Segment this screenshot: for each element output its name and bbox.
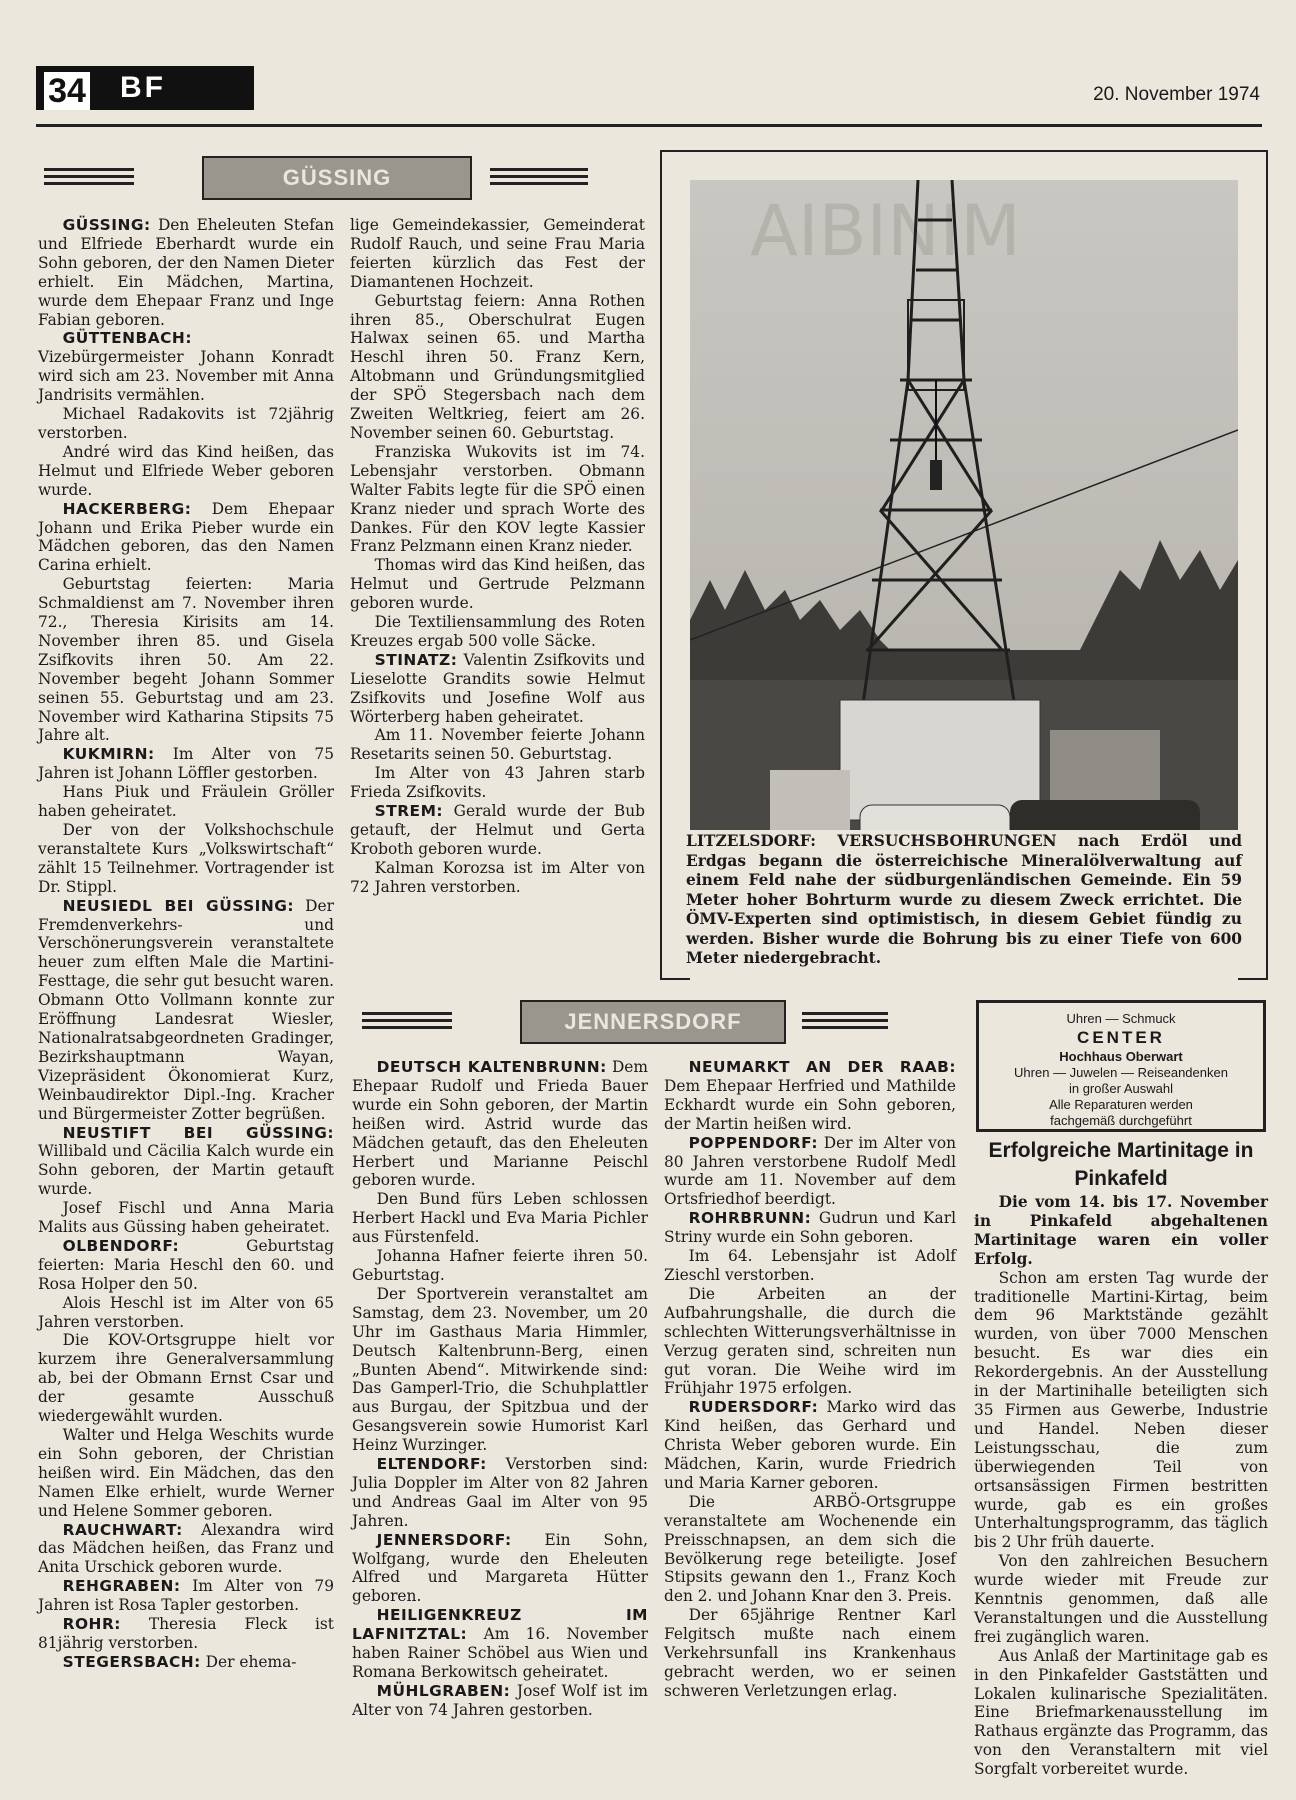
section-header-guessing <box>44 156 644 200</box>
header-rule <box>36 124 1262 127</box>
paragraph <box>352 1455 648 1531</box>
ad-line: Uhren — Schmuck <box>1066 1011 1176 1026</box>
paragraph <box>38 1521 334 1578</box>
place-name: HEILIGENKREUZ IM LAFNITZTAL: <box>352 1606 648 1644</box>
paragraph-text: Den Eheleuten Stefan und Elfriede Eberhardt wurde ein Sohn geboren, der den Namen Dieter erhielt. Ein Mädchen, Martina, wurde dem Ehepaar Franz und Inge Fabian geboren. <box>38 216 334 329</box>
ad-name: CENTER <box>1077 1028 1165 1047</box>
paragraph <box>664 1134 956 1210</box>
paragraph <box>38 443 334 500</box>
place-name: REHGRABEN: <box>62 1577 181 1596</box>
paragraph-text: Im Alter von 43 Jahren starb Frieda Zsifkovits. <box>350 764 645 802</box>
photo-caption: LITZELSDORF: VERSUCHSBOHRUNGEN nach Erdöl und Erdgas begann die österreichische Mineralölverwaltung auf einem Feld nahe der südburgenländischen Gemeinde. Ein 59 Meter hoher Bohrturm wurde zu diesem Zweck errichtet. Die ÖMV-Experten sind optimistisch, in diesem Gebiet fündig zu werden. Bisher wurde die Bohrung bis zu einer Tiefe von 600 Meter niedergebracht. <box>686 832 1242 967</box>
paragraph <box>664 1606 956 1701</box>
paragraph <box>350 613 645 651</box>
paragraph <box>664 1058 956 1134</box>
place-name: POPPENDORF: <box>688 1133 818 1152</box>
paragraph <box>664 1493 956 1606</box>
paragraph-text: Der von der Volkshochschule veranstaltete Kurs „Volkswirtschaft“ zählt 15 Teilnehmer. Vortragender ist Dr. Stippl. <box>38 821 334 896</box>
section-code: BF <box>98 66 254 110</box>
paragraph-text: Im 64. Lebensjahr ist Adolf Zieschl verstorben. <box>664 1247 956 1284</box>
paragraph <box>352 1247 648 1285</box>
paragraph-text: Gudrun und Karl Striny wurde ein Sohn geboren. <box>664 1209 956 1247</box>
paragraph-text: Der Sportverein veranstaltet am Samstag, dem 23. November, um 20 Uhr im Gasthaus Maria Himmler, Deutsch Kaltenbrunn-Berg, einen „Bunten Abend“. Mitwirkende sind: Das Gamperl-Trio, die Schuhplattler aus Burgau, der Spitzbua und der Gesangsverein sowie Humorist Karl Heinz Wurzinger. <box>352 1284 648 1455</box>
paragraph-text: Vizebürgermeister Johann Konradt wird sich am 23. November mit Anna Jandrisits vermählen. <box>38 348 334 405</box>
paragraph-text: Marko wird das Kind heißen, das Gerhard und Christa Weber geboren wurde. Ein Mädchen, Karin, wurde Friedrich und Maria Karner geboren. <box>664 1398 956 1492</box>
paragraph-text: Ein Sohn, Wolfgang, wurde den Eheleuten Alfred und Margareta Hütter geboren. <box>352 1530 648 1606</box>
place-name: HACKERBERG: <box>62 499 192 518</box>
paragraph <box>350 802 645 859</box>
paragraph-text: Josef Wolf ist im Alter von 74 Jahren gestorben. <box>352 1681 648 1719</box>
pinkafeld-headline: Erfolgreiche Martinitage in Pinkafeld <box>988 1139 1254 1190</box>
paragraph <box>352 1531 648 1607</box>
paragraph <box>350 651 645 727</box>
paragraph <box>38 500 334 576</box>
paragraph <box>350 859 645 897</box>
paragraph <box>38 897 334 1124</box>
place-name: ROHRBRUNN: <box>688 1209 812 1228</box>
place-name: NEUSIEDL BEI GÜSSING: <box>62 896 295 915</box>
place-name: ELTENDORF: <box>376 1455 487 1474</box>
paragraph-text: Dem Ehepaar Herfried und Mathilde Eckhardt wurde ein Sohn geboren, der Martin heißen wird. <box>664 1076 956 1133</box>
place-name: RUDERSDORF: <box>688 1398 819 1417</box>
place-name: JENNERSDORF: <box>376 1530 512 1549</box>
header-lines-right <box>490 168 588 188</box>
place-name: DEUTSCH KALTENBRUNN: <box>376 1058 607 1076</box>
paragraph <box>664 1285 956 1398</box>
paragraph-text: Die Textiliensammlung des Roten Kreuzes ergab 500 volle Säcke. <box>350 613 645 650</box>
paragraph <box>38 1294 334 1332</box>
paragraph <box>664 1398 956 1493</box>
paragraph-text: Michael Radakovits ist 72jährig verstorben. <box>38 405 334 442</box>
paragraph <box>350 443 645 556</box>
paragraph <box>352 1285 648 1455</box>
paragraph <box>350 764 645 802</box>
paragraph-text: Der ehema- <box>200 1652 297 1671</box>
paragraph <box>350 556 645 613</box>
column-3 <box>352 1058 648 1720</box>
paragraph-text: Alexandra wird das Mädchen heißen, das Franz und Anita Urschick geboren wurde. <box>38 1520 334 1577</box>
paragraph-text: lige Gemeindekassier, Gemeinderat Rudolf Rauch, und seine Frau Maria feierten kürzlich das Fest der Diamantenen Hochzeit. <box>350 216 645 291</box>
section-title-guessing: GÜSSING <box>202 156 472 200</box>
place-name: RAUCHWART: <box>62 1520 183 1539</box>
paragraph <box>38 1237 334 1294</box>
paragraph-text: Franziska Wukovits ist im 74. Lebensjahr verstorben. Obmann Walter Fabits legte für die SPÖ einen Kranz nieder und sprach Worte des Dankes. Für den KOV legte Kassier Franz Pelzmann einen Kranz nieder. <box>350 442 645 556</box>
header-lines-left <box>362 1012 452 1032</box>
paragraph-text: Josef Fischl und Anna Maria Malits aus Güssing haben geheiratet. <box>38 1199 334 1237</box>
place-name: GÜSSING: <box>62 216 151 234</box>
column-2 <box>350 216 645 897</box>
paragraph-text: Valentin Zsifkovits und Lieselotte Grandits sowie Helmut Zsifkovits und Josefine Wolf aus Wörterberg haben geheiratet. <box>350 650 645 726</box>
ad-line: fachgemäß durchgeführt <box>1050 1113 1192 1128</box>
paragraph-text: Die KOV-Ortsgruppe hielt vor kurzem ihre Generalversammlung ab, bei der Obmann Ernst Csar und der gesamte Ausschuß wiedergewählt wurden. <box>38 1331 334 1426</box>
paragraph-text: Im Alter von 75 Jahren ist Johann Löffler gestorben. <box>38 745 334 783</box>
paragraph-text: Johanna Hafner feierte ihren 50. Geburtstag. <box>352 1247 648 1284</box>
paragraph <box>38 821 334 897</box>
paragraph-text: Verstorben sind: Julia Doppler im Alter von 82 Jahren und Andreas Gaal im Alter von 95 Jahren. <box>352 1455 648 1530</box>
paragraph <box>352 1606 648 1682</box>
svg-text:AIBINIM: AIBINIM <box>750 190 1021 272</box>
paragraph-text: Am 16. November haben Rainer Schöbel aus Wien und Romana Berkowitsch geheiratet. <box>352 1625 648 1681</box>
header-lines-right <box>802 1012 888 1032</box>
paragraph-text: Die Arbeiten an der Aufbahrungshalle, die durch die schlechten Witterungsverhältnisse in Verzug geraten sind, schreiten nun gut voran. Die Weihe wird im Frühjahr 1975 erfolgen. <box>664 1284 956 1398</box>
column-4 <box>664 1058 956 1701</box>
paragraph <box>352 1190 648 1247</box>
paragraph <box>350 216 645 292</box>
pinkafeld-lead: Die vom 14. bis 17. November in Pinkafeld abgehaltenen Martinitage waren ein voller Erfolg. <box>974 1193 1268 1268</box>
ad-location: Hochhaus Oberwart <box>1059 1049 1183 1064</box>
ad-line: Alle Reparaturen werden <box>1049 1097 1193 1112</box>
place-name: KUKMIRN: <box>62 745 155 764</box>
page-number: 34 <box>36 66 98 110</box>
paragraph-text: Hans Piuk und Fräulein Gröller haben geheiratet. <box>38 783 334 821</box>
column-pinkafeld <box>974 1193 1268 1779</box>
paragraph-text: Willibald und Cäcilia Kalch wurde ein Sohn geboren, der Martin getauft wurde. <box>38 1142 334 1199</box>
paragraph <box>38 405 334 443</box>
paragraph-text: Walter und Helga Weschits wurde ein Sohn geboren, der Christian heißen wird. Ein Mädchen, das den Namen Elke erhielt, wurde Werner und Helene Sommer geboren. <box>38 1426 334 1520</box>
paragraph-text: Gerald wurde der Bub getauft, der Helmut und Gerta Kroboth geboren wurde. <box>350 802 645 858</box>
paragraph <box>38 575 334 745</box>
ad-line: in großer Auswahl <box>1068 1081 1174 1096</box>
place-name: NEUMARKT AN DER RAAB: <box>688 1058 956 1076</box>
paragraph <box>38 329 334 405</box>
paragraph-text: Thomas wird das Kind heißen, das Helmut und Gertrude Pelzmann geboren wurde. <box>350 556 645 613</box>
place-name: NEUSTIFT BEI GÜSSING: <box>62 1123 334 1142</box>
paragraph <box>38 1615 334 1653</box>
paragraph-text: Im Alter von 79 Jahren ist Rosa Tapler gestorben. <box>38 1577 334 1615</box>
paragraph-text: André wird das Kind heißen, das Helmut und Elfriede Weber geboren wurde. <box>38 442 334 499</box>
paragraph-text: Geburtstag feierten: Maria Heschl den 60. und Rosa Holper den 50. <box>38 1236 334 1293</box>
paragraph <box>664 1209 956 1247</box>
paragraph-text: Am 11. November feierte Johann Resetarits seinen 50. Geburtstag. <box>350 726 645 764</box>
paragraph <box>352 1682 648 1720</box>
paragraph-text: Geburtstag feiern: Anna Rothen ihren 85., Oberschulrat Eugen Halwax seinen 65. und Martha Heschl ihren 50. Franz Kern, Altobmann und Gründungsmitglied der SPÖ Stegersbach nach dem Zweiten Weltkrieg, feiert am 26. November seinen 60. Geburtstag. <box>350 291 645 442</box>
paragraph-text: Theresia Fleck ist 81jährig verstorben. <box>38 1615 334 1652</box>
place-name: GÜTTENBACH: <box>62 329 192 348</box>
paragraph <box>352 1058 648 1190</box>
paragraph-text: Der im Alter von 80 Jahren verstorbene Rudolf Medl wurde am 11. November auf dem Ortsfriedhof beerdigt. <box>664 1133 956 1209</box>
paragraph <box>350 292 645 443</box>
place-name: OLBENDORF: <box>62 1236 180 1255</box>
paragraph-text: Der 65jährige Rentner Karl Felgitsch mußte nach einem Verkehrsunfall ins Krankenhaus gebracht werden, wo er seinen schweren Verletzungen erlag. <box>664 1606 956 1700</box>
place-name: MÜHLGRABEN: <box>376 1681 511 1700</box>
paragraph <box>664 1247 956 1285</box>
paragraph <box>38 1199 334 1237</box>
pinkafeld-paragraph: Aus Anlaß der Martinitage gab es in den Pinkafelder Gaststätten und Lokalen kulinarische Spezialitäten. Eine Briefmarkenausstellung im Rathaus ergänzte das Programm, das von den Veranstaltern mit viel Sorgfalt vorbereitet wurde. <box>974 1646 1268 1779</box>
section-header-jennersdorf <box>362 1000 962 1044</box>
paragraph <box>350 726 645 764</box>
paragraph <box>38 745 334 783</box>
paragraph-text: Die ARBÖ-Ortsgruppe veranstaltete am Wochenende ein Preisschnapsen, an dem sich die Bevölkerung rege beteiligte. Josef Stipsits gewann den 1., Franz Koch den 2. und Johann Knar den 3. Preis. <box>664 1492 956 1606</box>
place-name: STREM: <box>374 802 444 821</box>
advertisement-center <box>976 1000 1266 1132</box>
issue-date: 20. November 1974 <box>1093 84 1260 105</box>
header-lines-left <box>44 168 134 188</box>
paragraph <box>38 783 334 821</box>
paragraph-text: Dem Ehepaar Johann und Erika Pieber wurde ein Mädchen geboren, das den Namen Carina erhielt. <box>38 499 334 575</box>
paragraph <box>38 1331 334 1426</box>
pinkafeld-paragraph: Schon am ersten Tag wurde der traditionelle Martini-Kirtag, beim dem 96 Marktstände gezählt wurden, von über 7000 Menschen besucht. Es war dies ein Rekordergebnis. An der Ausstellung in der Martinihalle beteiligten sich 35 Firmen aus Gewerbe, Industrie und Handel. Neben dieser Leistungsschau, die zum überwiegenden Teil von ortsansässigen Firmen bestritten wurde, gab es ein großes Unterhaltungsprogramm, das täglich bis 2 Uhr früh dauerte. <box>974 1268 1268 1552</box>
paragraph-text: Kalman Korozsa ist im Alter von 72 Jahren verstorben. <box>350 858 645 896</box>
paragraph <box>38 1577 334 1615</box>
paragraph-text: Der Fremdenverkehrs- und Verschönerungsverein veranstaltete heuer zum elften Male die Martini-Festtage, die sehr gut besucht waren. Obmann Otto Vollmann konnte zur Eröffnung Landesrat Wiesler, Nationalratsabgeordneten Gradinger, Bezirkshauptmann Wayan, Vizepräsident Ökonomierat Kurz, Weinbaudirektor Dipl.-Ing. Kracher und Bürgermeister Zotter begrüßen. <box>38 896 334 1123</box>
paragraph <box>38 216 334 329</box>
photo-box <box>660 150 1268 980</box>
paragraph-text: Den Bund fürs Leben schlossen Herbert Hackl und Eva Maria Pichler aus Fürstenfeld. <box>352 1190 648 1247</box>
place-name: STEGERSBACH: <box>62 1652 201 1671</box>
ad-line: Uhren — Juwelen — Reiseandenken <box>1014 1065 1228 1080</box>
paragraph <box>38 1426 334 1521</box>
column-1 <box>38 216 334 1672</box>
place-name: STINATZ: <box>374 650 458 669</box>
paragraph <box>38 1653 334 1672</box>
paragraph-text: Dem Ehepaar Rudolf und Frieda Bauer wurde ein Sohn geboren, der Martin heißen wird. Astrid wurde das Mädchen getauft, das den Eheleuten Herbert und Marianne Peischl geboren wurde. <box>352 1058 649 1190</box>
paragraph-text: Alois Heschl ist im Alter von 65 Jahren verstorben. <box>38 1293 334 1331</box>
pinkafeld-paragraph: Von den zahlreichen Besuchern wurde wieder mit Freude zur Kenntnis genommen, daß alle Veranstaltungen und die Ausstellung frei zugänglich waren. <box>974 1552 1268 1646</box>
section-title-jennersdorf: JENNERSDORF <box>520 1000 786 1044</box>
paragraph-text: Geburtstag feierten: Maria Schmaldienst am 7. November ihren 72., Theresia Kirisits am 14. November ihren 85. und Gisela Zsifkovits ihren 50. Am 22. November begeht Johann Sommer seinen 55. Geburtstag und am 23. November wird Katharina Stipsits 75 Jahre alt. <box>38 575 334 745</box>
place-name: ROHR: <box>62 1615 121 1634</box>
paragraph <box>38 1124 334 1200</box>
